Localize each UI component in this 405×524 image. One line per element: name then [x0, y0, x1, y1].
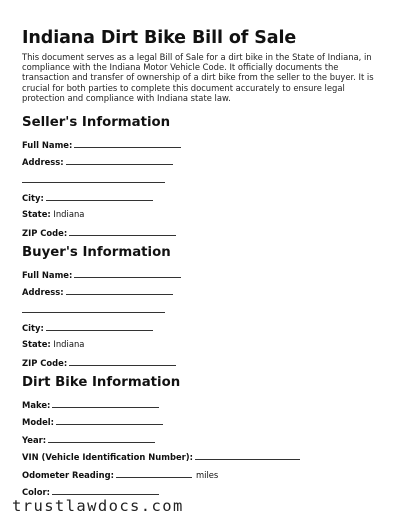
bike-make-line[interactable]: [52, 399, 159, 408]
seller-full-name-field[interactable]: [22, 139, 181, 151]
seller-section-heading: Seller's Information: [22, 115, 171, 130]
bike-make-field[interactable]: [22, 399, 159, 411]
seller-full-name-line[interactable]: [74, 139, 181, 148]
bike-section-heading: Dirt Bike Information: [22, 375, 181, 390]
buyer-address-line-2[interactable]: [22, 304, 165, 313]
document-title: Indiana Dirt Bike Bill of Sale: [22, 28, 297, 48]
buyer-full-name-line[interactable]: [74, 269, 181, 278]
bike-vin-field[interactable]: [22, 451, 300, 463]
buyer-city-field[interactable]: [22, 322, 153, 334]
bike-odometer-field[interactable]: [22, 469, 218, 481]
buyer-full-name-label: Full Name:: [22, 270, 73, 280]
seller-zip-label: ZIP Code:: [22, 228, 68, 238]
buyer-full-name-field[interactable]: [22, 269, 181, 281]
buyer-zip-line[interactable]: [69, 357, 176, 366]
bike-model-label: Model:: [22, 417, 54, 427]
buyer-address-label: Address:: [22, 287, 64, 297]
seller-address-line-2-field[interactable]: [22, 174, 165, 186]
bike-year-line[interactable]: [48, 434, 155, 443]
buyer-zip-label: ZIP Code:: [22, 358, 68, 368]
buyer-section-heading: Buyer's Information: [22, 245, 171, 260]
buyer-state-label: State:: [22, 339, 51, 349]
bike-vin-line[interactable]: [195, 451, 300, 460]
bike-odometer-label: Odometer Reading:: [22, 470, 114, 480]
bike-color-line[interactable]: [52, 486, 159, 495]
intro-paragraph: This document serves as a legal Bill of Sale for a dirt bike in the State of Indiana, in compliance with the Indiana Motor Vehicle Code. It officially documents the transaction and transfer of ownership of a dirt bike from the seller to the buyer. It is crucial for both parties to complete this document accurately to ensure legal protection and compliance with Indiana state law.: [22, 52, 374, 103]
buyer-zip-field[interactable]: [22, 357, 176, 369]
bike-color-label: Color:: [22, 487, 51, 497]
buyer-state-value: Indiana: [53, 339, 85, 349]
seller-state-value: Indiana: [53, 209, 85, 219]
buyer-city-label: City:: [22, 323, 44, 333]
buyer-state-field: [22, 339, 84, 350]
buyer-address-field[interactable]: [22, 286, 173, 298]
seller-address-line[interactable]: [66, 156, 173, 165]
seller-city-field[interactable]: [22, 192, 153, 204]
bike-model-line[interactable]: [56, 416, 163, 425]
buyer-address-line[interactable]: [66, 286, 173, 295]
buyer-city-line[interactable]: [46, 322, 153, 331]
seller-address-label: Address:: [22, 157, 64, 167]
seller-state-label: State:: [22, 209, 51, 219]
seller-zip-line[interactable]: [69, 227, 176, 236]
bike-odometer-unit: miles: [195, 470, 219, 480]
bike-make-label: Make:: [22, 400, 51, 410]
seller-state-field: [22, 209, 84, 220]
bike-vin-label: VIN (Vehicle Identification Number):: [22, 452, 193, 462]
buyer-address-line-2-field[interactable]: [22, 304, 165, 316]
seller-city-label: City:: [22, 193, 44, 203]
seller-address-line-2[interactable]: [22, 174, 165, 183]
seller-zip-field[interactable]: [22, 227, 176, 239]
bike-model-field[interactable]: [22, 416, 163, 428]
seller-full-name-label: Full Name:: [22, 140, 73, 150]
bike-year-label: Year:: [22, 435, 47, 445]
seller-city-line[interactable]: [46, 192, 153, 201]
seller-address-field[interactable]: [22, 156, 173, 168]
bike-odometer-line[interactable]: [116, 469, 192, 478]
bike-year-field[interactable]: [22, 434, 155, 446]
watermark-text: trustlawdocs.com: [12, 497, 184, 515]
